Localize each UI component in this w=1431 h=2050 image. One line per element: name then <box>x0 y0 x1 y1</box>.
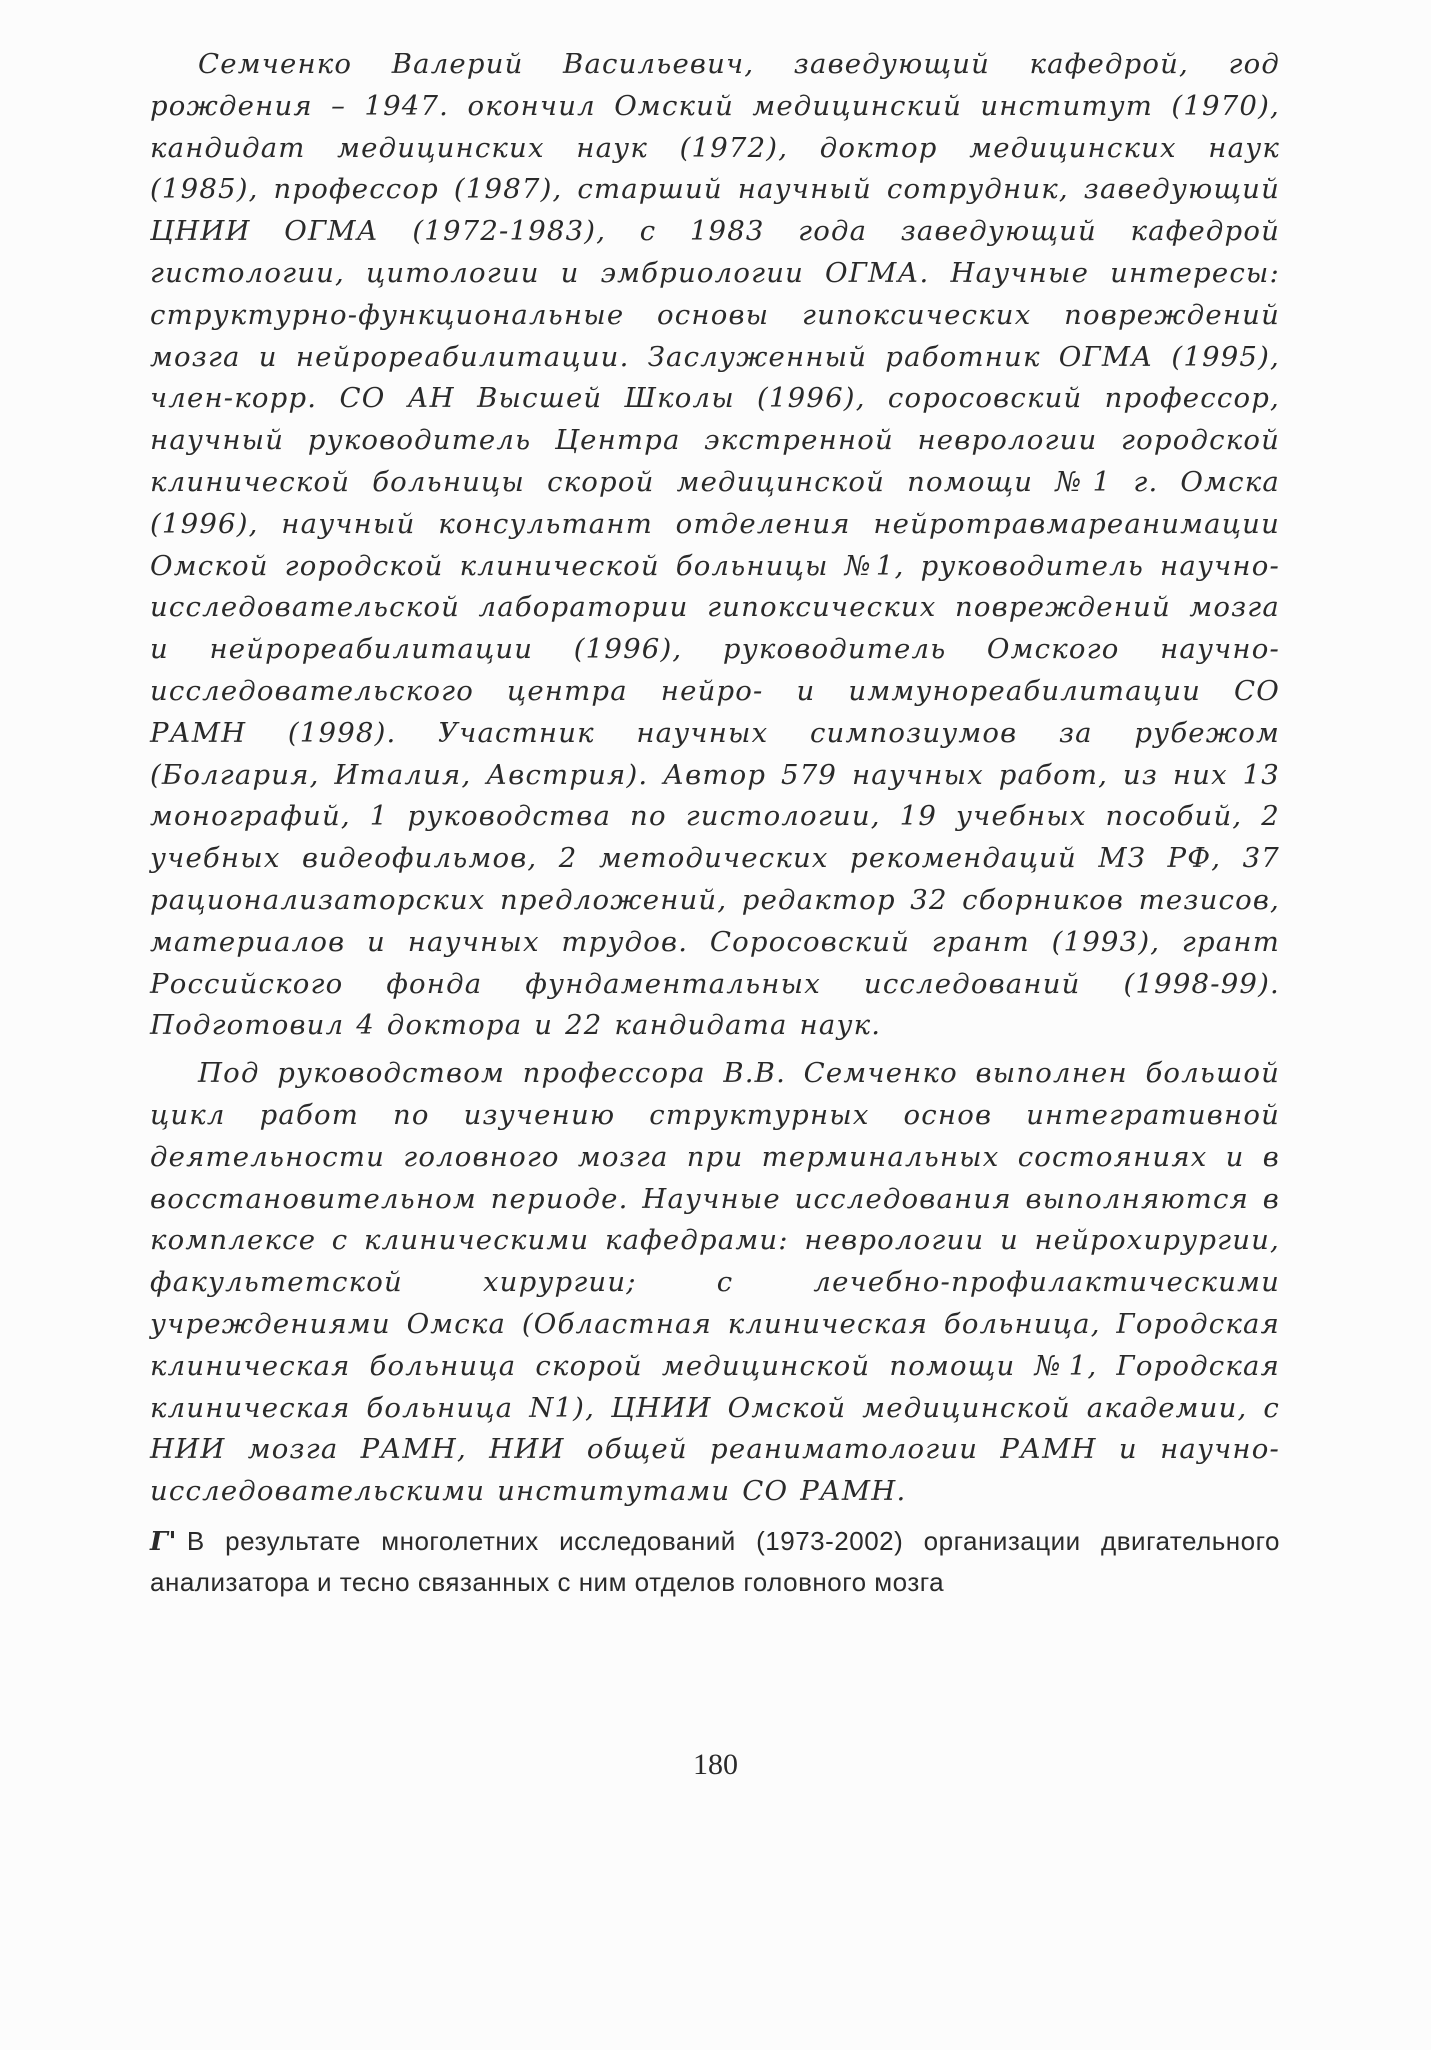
body-text <box>150 44 1280 1602</box>
research-paragraph: Под руководством профессора В.В. Семченко выполнен большой цикл работ по изучению структурных основ интегративной деятельности головного мозга при терминальных состояниях и в восстановительном периоде. Научные исследования выполняются в комплексе с клиническими кафедрами: неврологии и нейрохирургии, факультетской хирургии; с лечебно-профилактическими учреждениями Омска (Областная клиническая больница, Городская клиническая больница скорой медицинской помощи №1, Городская клиническая больница N1), ЦНИИ Омской медицинской академии, с НИИ мозга РАМН, НИИ общей реаниматологии РАМН и научно-исследовательскими институтами СО РАМН. <box>150 1057 1280 1508</box>
results-text: В результате многолетних исследований (1973-2002) организации двигательного анализатора и тесно связанных с ним отделов головного мозга <box>150 1525 1280 1597</box>
biography-paragraph: Семченко Валерий Васильевич, заведующий кафедрой, год рождения – 1947. окончил Омский медицинский институт (1970), кандидат медицинских наук (1972), доктор медицинских наук (1985), профессор (1987), старший научный сотрудник, заведующий ЦНИИ ОГМА (1972-1983), с 1983 года заведующий кафедрой гистологии, цитологии и эмбриологии ОГМА. Научные интересы: структурно-функциональные основы гипоксических повреждений мозга и нейрореабилитации. Заслуженный работник ОГМА (1995), член-корр. СО АН Высшей Школы (1996), соросовский профессор, научный руководитель Центра экстренной неврологии городской клинической больницы скорой медицинской помощи №1 г. Омска (1996), научный консультант отделения нейротравмареанимации Омской городской клинической больницы №1, руководитель научно-исследовательской лаборатории гипоксических повреждений мозга и нейрореабилитации (1996), руководитель Омского научно-исследовательского центра нейро- и иммунореабилитации СО РАМН (1998). Участник научных симпозиумов за рубежом (Болгария, Италия, Австрия). Автор 579 научных работ, из них 13 монографий, 1 руководства по гистологии, 19 учебных пособий, 2 учебных видеофильмов, 2 методических рекомендаций МЗ РФ, 37 рационализаторских предложений, редактор 32 сборников тезисов, материалов и научных трудов. Соросовский грант (1993), грант Российского фонда фундаментальных исследований (1998-99). Подготовил 4 доктора и 22 кандидата наук. <box>150 48 1280 1042</box>
page-number: 180 <box>693 1748 738 1781</box>
results-paragraph <box>150 1521 1280 1602</box>
paragraph-marker: Г' <box>150 1526 177 1557</box>
